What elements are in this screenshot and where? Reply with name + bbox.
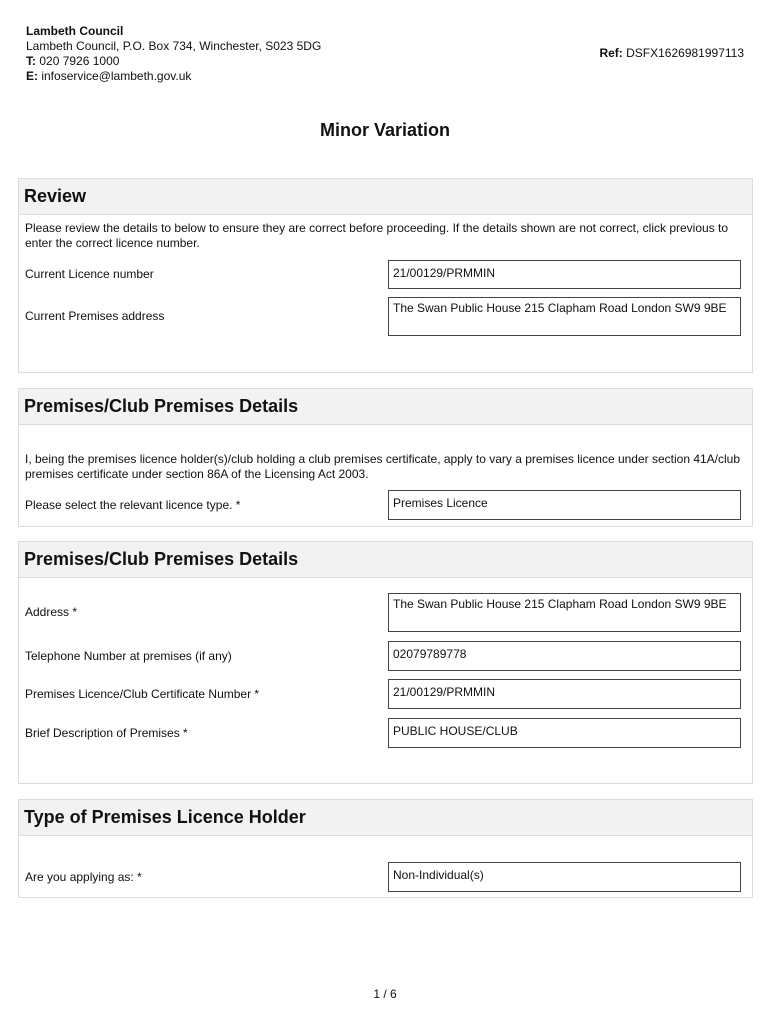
current-address-row [25, 297, 747, 336]
premises-address-section [18, 541, 753, 784]
licence-type-row [25, 490, 747, 520]
applying-as-field[interactable]: Non-Individual(s) [388, 862, 741, 892]
page-number: 1 / 6 [373, 987, 397, 1001]
address-row [25, 593, 747, 632]
premises-details-heading: Premises/Club Premises Details [19, 389, 752, 425]
current-licence-label: Current Licence number [25, 267, 154, 281]
applying-as-label: Are you applying as: * [25, 870, 142, 884]
description-label: Brief Description of Premises * [25, 726, 188, 740]
current-address-field[interactable]: The Swan Public House 215 Clapham Road London SW9 9BE [388, 297, 741, 336]
review-heading: Review [19, 179, 752, 215]
current-licence-row [25, 260, 747, 290]
premises-details-intro: I, being the premises licence holder(s)/club holding a club premises certificate, apply to vary a premises licence under section 41A/club premises certificate under section 86A of the Licensing Act 2003. [25, 452, 741, 481]
description-row [25, 718, 747, 748]
licence-type-label: Please select the relevant licence type. * [25, 498, 241, 512]
page-title: Minor Variation [319, 120, 451, 140]
council-email: E: infoservice@lambeth.gov.uk [26, 69, 192, 83]
premises-details-section [18, 388, 753, 527]
council-phone: T: 020 7926 1000 [26, 54, 120, 68]
certificate-field[interactable]: 21/00129/PRMMIN [388, 679, 741, 709]
licence-type-field[interactable]: Premises Licence [388, 490, 741, 520]
address-label: Address * [25, 605, 78, 619]
council-header [26, 24, 321, 84]
phone-label: Telephone Number at premises (if any) [25, 649, 232, 663]
council-name: Lambeth Council [26, 24, 124, 38]
premises-address-heading: Premises/Club Premises Details [19, 542, 752, 578]
phone-field[interactable]: 02079789778 [388, 641, 741, 671]
current-address-label: Current Premises address [25, 309, 165, 323]
certificate-row [25, 679, 747, 709]
reference-number: Ref: DSFX1626981997113 [599, 46, 744, 60]
phone-row [25, 641, 747, 671]
address-field[interactable]: The Swan Public House 215 Clapham Road London SW9 9BE [388, 593, 741, 632]
licence-holder-heading: Type of Premises Licence Holder [19, 800, 752, 836]
review-section [18, 178, 753, 373]
licence-holder-section [18, 799, 753, 898]
current-licence-field[interactable]: 21/00129/PRMMIN [388, 260, 741, 289]
review-intro: Please review the details to below to ensure they are correct before proceeding. If the details shown are not correct, click previous to enter the correct licence number. [25, 221, 729, 250]
certificate-label: Premises Licence/Club Certificate Number * [25, 687, 260, 701]
applying-as-row [25, 862, 747, 892]
description-field[interactable]: PUBLIC HOUSE/CLUB [388, 718, 741, 748]
council-address: Lambeth Council, P.O. Box 734, Winchester, S023 5DG [26, 39, 322, 53]
